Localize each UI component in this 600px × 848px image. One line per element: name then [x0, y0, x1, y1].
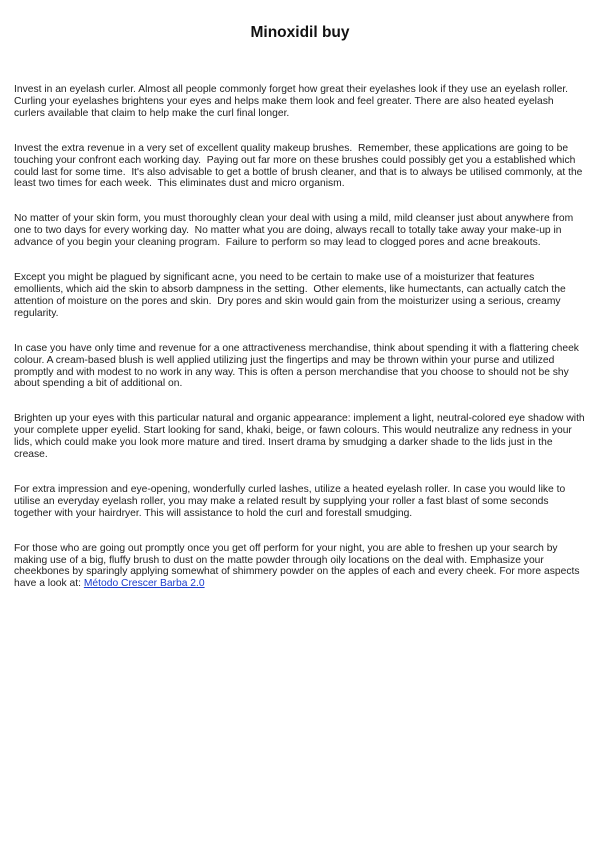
page-title: Minoxidil buy [250, 24, 350, 41]
paragraph-moisturizer: Except you might be plagued by significant acne, you need to be certain to make use of a moisturizer that features emollients, which aid the skin to absorb dampness in the setting. Other elements, like humectants, can actually catch the attention of moisture on the pores and skin. Dry pores and skin would gain from the moisturizer using a serious, creamy regularity. [14, 272, 569, 319]
paragraph-heated-roller: For extra impression and eye-opening, wonderfully curled lashes, utilize a heated eyelash roller. In case you would like to utilise an everyday eyelash roller, you may make a related result by supplying your roller a fast blast of some seconds together with your hairdryer. This will assistance to hold the curl and forestall smudging. [14, 483, 569, 519]
paragraph-eyelash-curler: Invest in an eyelash curler. Almost all people commonly forget how great their eyelashes look if they use an eyelash roller. Curling your eyelashes brightens your eyes and helps make them look and feel greater. There are also heated eyelash curlers available that claim to help make the curl final longer. [14, 84, 571, 119]
paragraph-powder-text: For those who are going out promptly once you get off perform for your night, you are able to freshen up your search by making use of a big, fluffy brush to dust on the matte powder through oily locations on the deal with. Emphasize your cheekbones by sparingly applying somewhat of shimmery powder on the apples of each and every cheek. For more aspects have a look at: [14, 542, 583, 590]
paragraph-cheek-colour: In case you have only time and revenue for a one attractiveness merchandise, think about spending it with a flattering cheek colour. A cream-based blush is well applied utilizing just the fingertips and may be thrown within your purse and utilized promptly and with modest to no work in any way. This is often a person merchandise that you choose to should not be shy about spending a bit of additional on. [14, 342, 582, 390]
document-body [14, 84, 588, 613]
paragraph-powder [14, 543, 585, 591]
paragraph-makeup-brushes: Invest the extra revenue in a very set of excellent quality makeup brushes. Remember, these applications are going to be touching your confront each working day. Paying out far more on these brushes could possibly get you a established which could last for some time. It's also advisable to get a bottle of brush cleaner, and that is to always be utilised commonly, at the least two times for each week. This eliminates dust and micro organism. [14, 142, 586, 190]
paragraph-cleanser: No matter of your skin form, you must thoroughly clean your deal with using a mild, mild cleanser just about anywhere from one to two days for every working day. No matter what you are doing, always recall to totally take away your make-up in advance of you begin your cleaning program. Failure to perform so may lead to clogged pores and acne breakouts. [14, 213, 577, 249]
paragraph-eye-shadow: Brighten up your eyes with this particular natural and organic appearance: implement a light, neutral-colored eye shadow with your complete upper eyelid. Start looking for sand, khaki, beige, or fawn colours. This would neutralize any redness in your lids, which could make you look more mature and tired. Insert drama by smudging a darker shade to the lids just in the crease. [14, 413, 588, 461]
metodo-crescer-barba-link[interactable]: Método Crescer Barba 2.0 [83, 578, 205, 590]
